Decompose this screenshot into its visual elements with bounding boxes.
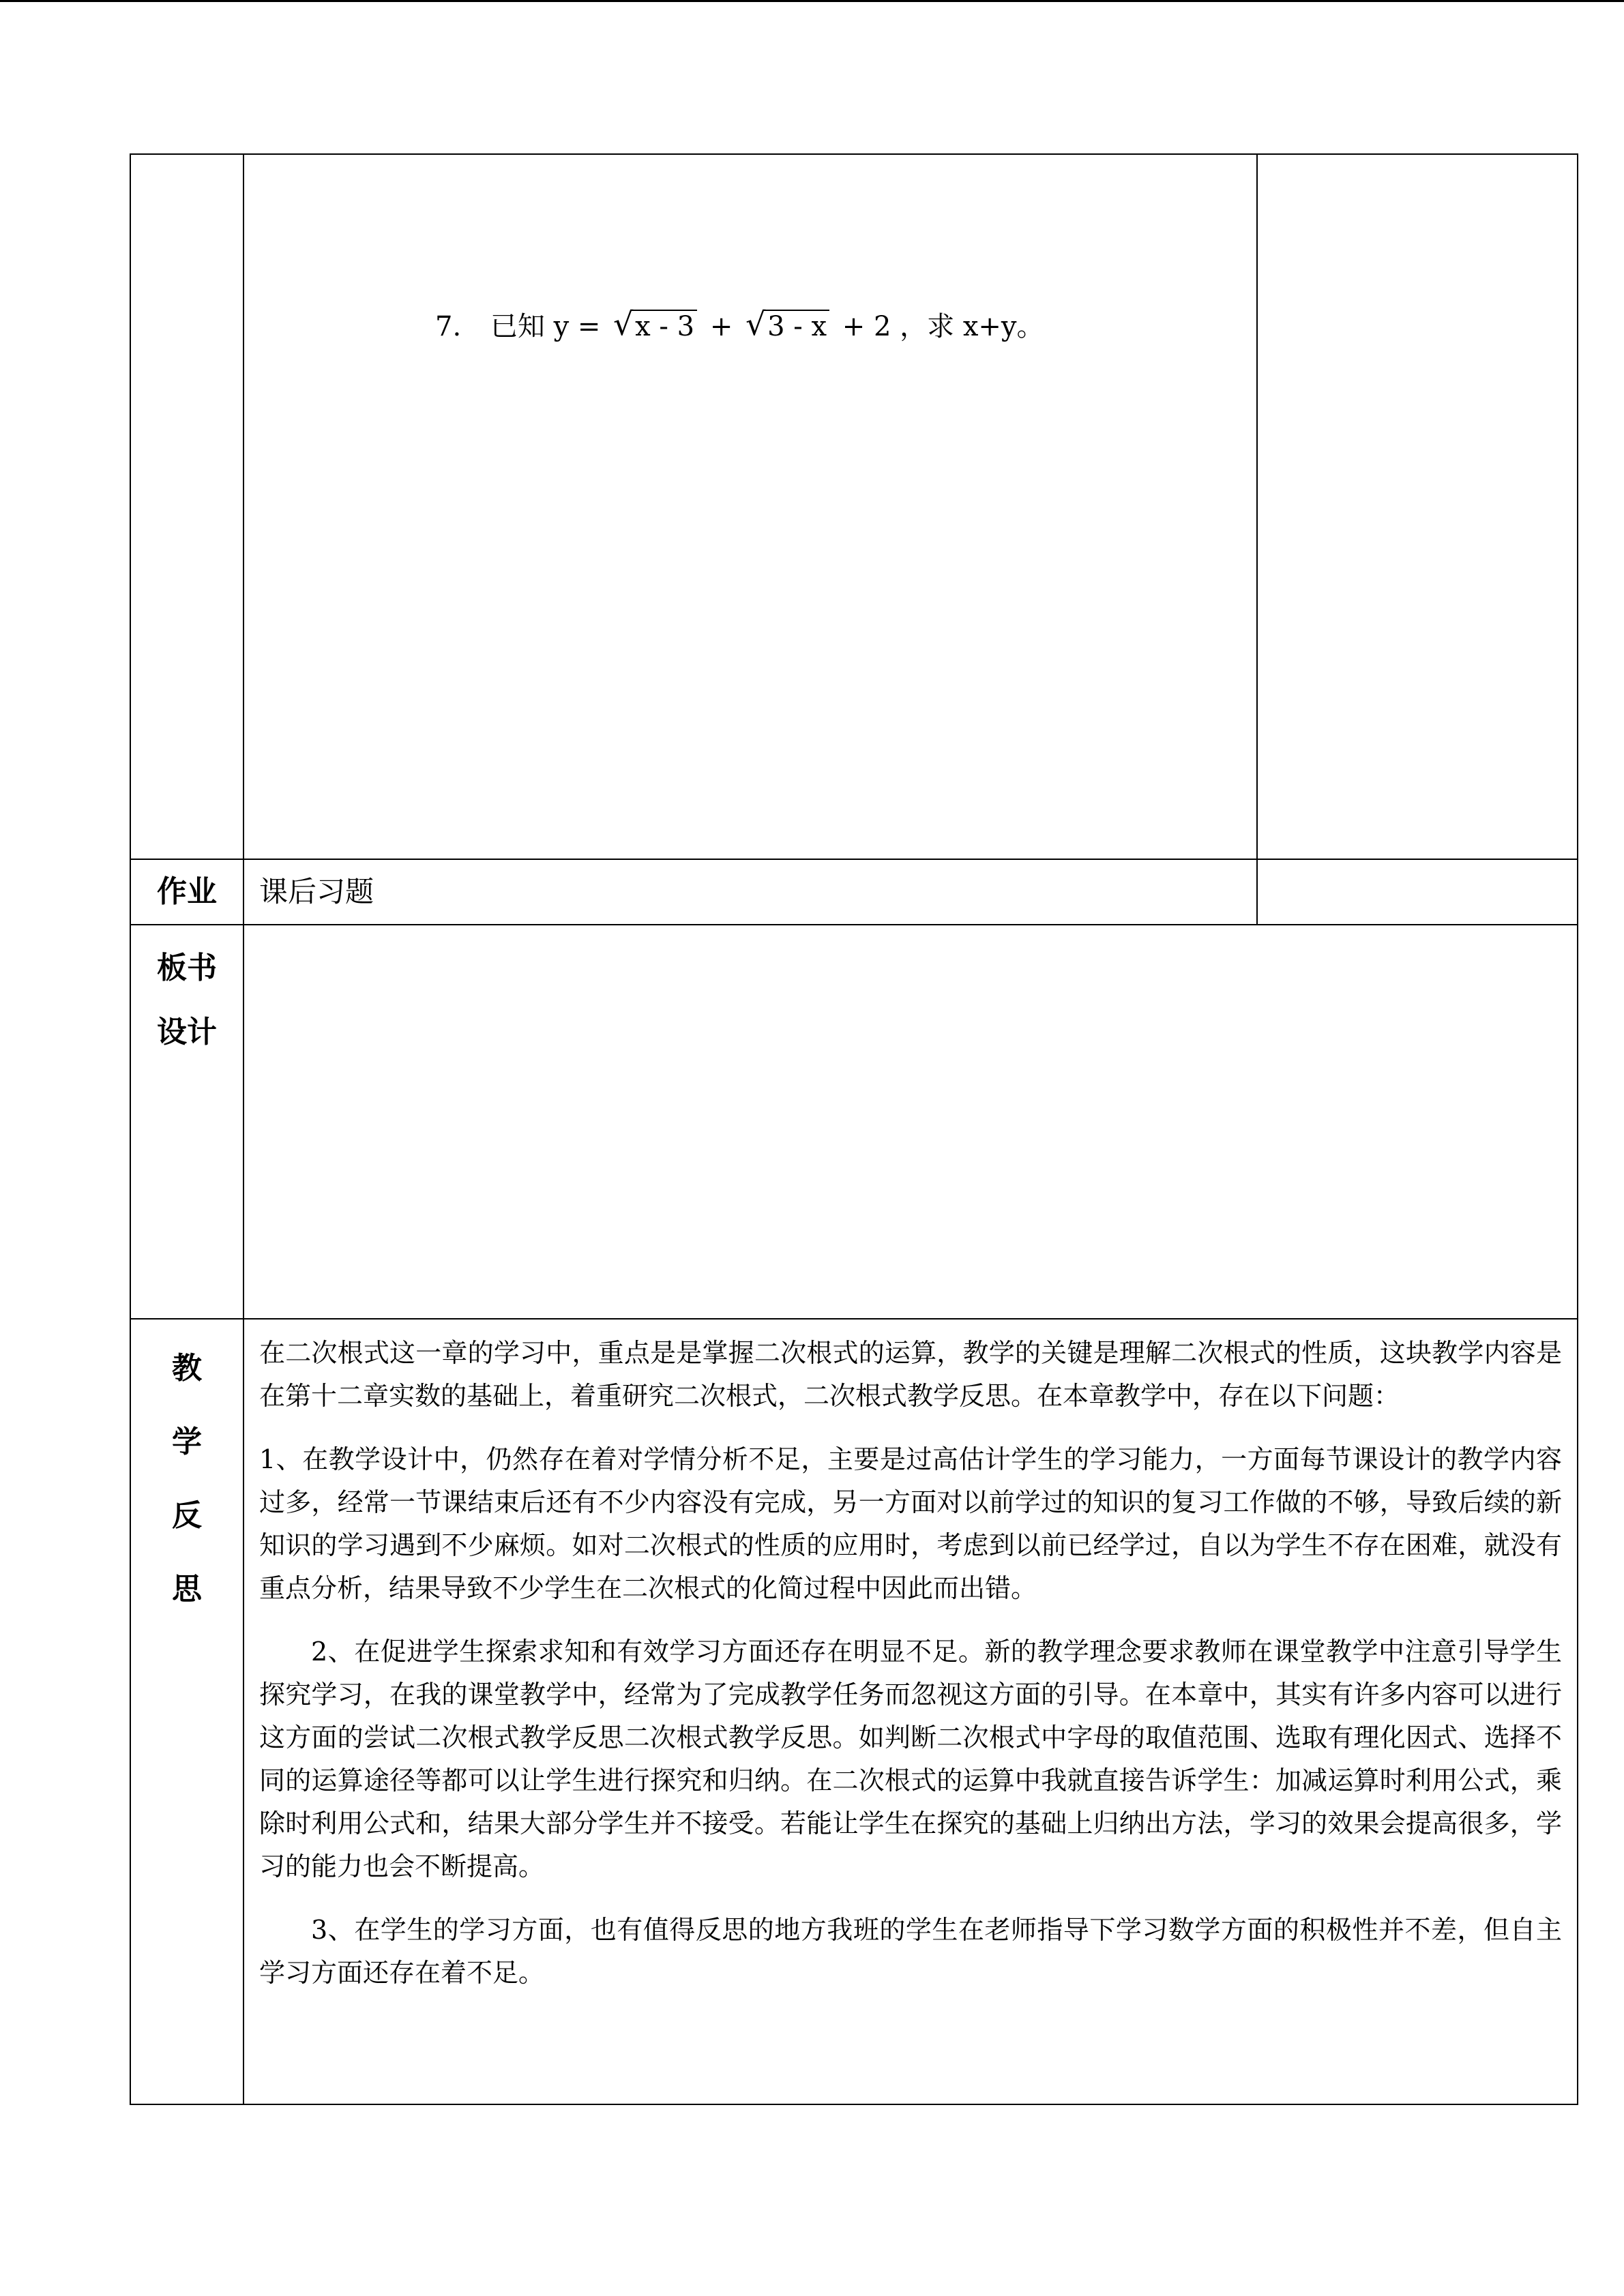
reflection-label-char: 教: [172, 1351, 202, 1386]
board-design-label-line2: 设计: [157, 1015, 217, 1049]
exercise-row: [130, 154, 1578, 859]
square-root-2: [745, 305, 829, 342]
board-design-label: [130, 925, 243, 1319]
reflection-label-char: 学: [172, 1425, 202, 1459]
equation-tail: + 2: [842, 311, 891, 342]
square-root-1: [613, 305, 697, 342]
homework-row: [130, 859, 1578, 925]
reflection-label-char: 反: [172, 1498, 202, 1533]
board-design-row: [130, 925, 1578, 1319]
radicand-2: 3 - x: [765, 310, 829, 342]
lesson-plan-table: [130, 153, 1578, 2105]
problem-number: 7.: [435, 311, 462, 342]
problem-suffix: ，求 x+y。: [900, 311, 1044, 342]
radical-sign-icon: √: [745, 305, 766, 342]
exercise-content-cell: [243, 154, 1257, 859]
teaching-reflection-row: [130, 1319, 1578, 2104]
problem-prefix: 已知: [490, 311, 545, 342]
board-design-content: [243, 925, 1578, 1319]
radicand-1: x - 3: [632, 310, 697, 342]
reflection-paragraph-2: 2、在促进学生探索求知和有效学习方面还存在明显不足。新的教学理念要求教师在课堂教学中注意引导学生探究学习，在我的课堂教学中，经常为了完成教学任务而忽视这方面的引导。在本章中，其实有许多内容可以进行这方面的尝试二次根式教学反思二次根式教学反思。如判断二次根式中字母的取值范围、选取有理化因式、选择不同的运算途径等都可以让学生进行探究和归纳。在二次根式的运算中我就直接告诉学生：加减运算时利用公式，乘除时利用公式和，结果大部分学生并不接受。若能让学生在探究的基础上归纳出方法，学习的效果会提高很多，学习的能力也会不断提高。: [259, 1637, 1562, 1881]
exercise-label-cell: [130, 154, 243, 859]
equation-lhs: y =: [553, 311, 601, 342]
reflection-paragraph-3: 3、在学生的学习方面，也有值得反思的地方我班的学生在老师指导下学习数学方面的积极性并不差，但自主学习方面还存在着不足。: [259, 1915, 1562, 1988]
reflection-content: [243, 1319, 1578, 2104]
reflection-label-char: 思: [172, 1572, 202, 1607]
homework-label: 作业: [130, 859, 243, 925]
homework-note-cell: [1257, 859, 1578, 925]
problem-7: [244, 155, 1256, 344]
homework-content: 课后习题: [243, 859, 1257, 925]
radical-sign-icon: √: [613, 305, 634, 342]
plus-sign: +: [709, 311, 733, 342]
reflection-paragraph-1: 1、在教学设计中，仍然存在着对学情分析不足，主要是过高估计学生的学习能力，一方面每节课设计的教学内容过多，经常一节课结束后还有不少内容没有完成，另一方面对以前学过的知识的复习工作做的不够，导致后续的新知识的学习遇到不少麻烦。如对二次根式的性质的应用时，考虑到以前已经学过，自以为学生不存在困难，就没有重点分析，结果导致不少学生在二次根式的化简过程中因此而出错。: [259, 1444, 1562, 1603]
exercise-note-cell: [1257, 154, 1578, 859]
reflection-paragraph-intro: 在二次根式这一章的学习中，重点是是掌握二次根式的运算，教学的关键是理解二次根式的性质，这块教学内容是在第十二章实数的基础上，着重研究二次根式，二次根式教学反思。在本章教学中，存在以下问题：: [259, 1338, 1562, 1411]
reflection-label: [130, 1319, 243, 2104]
board-design-label-line1: 板书: [157, 951, 217, 985]
